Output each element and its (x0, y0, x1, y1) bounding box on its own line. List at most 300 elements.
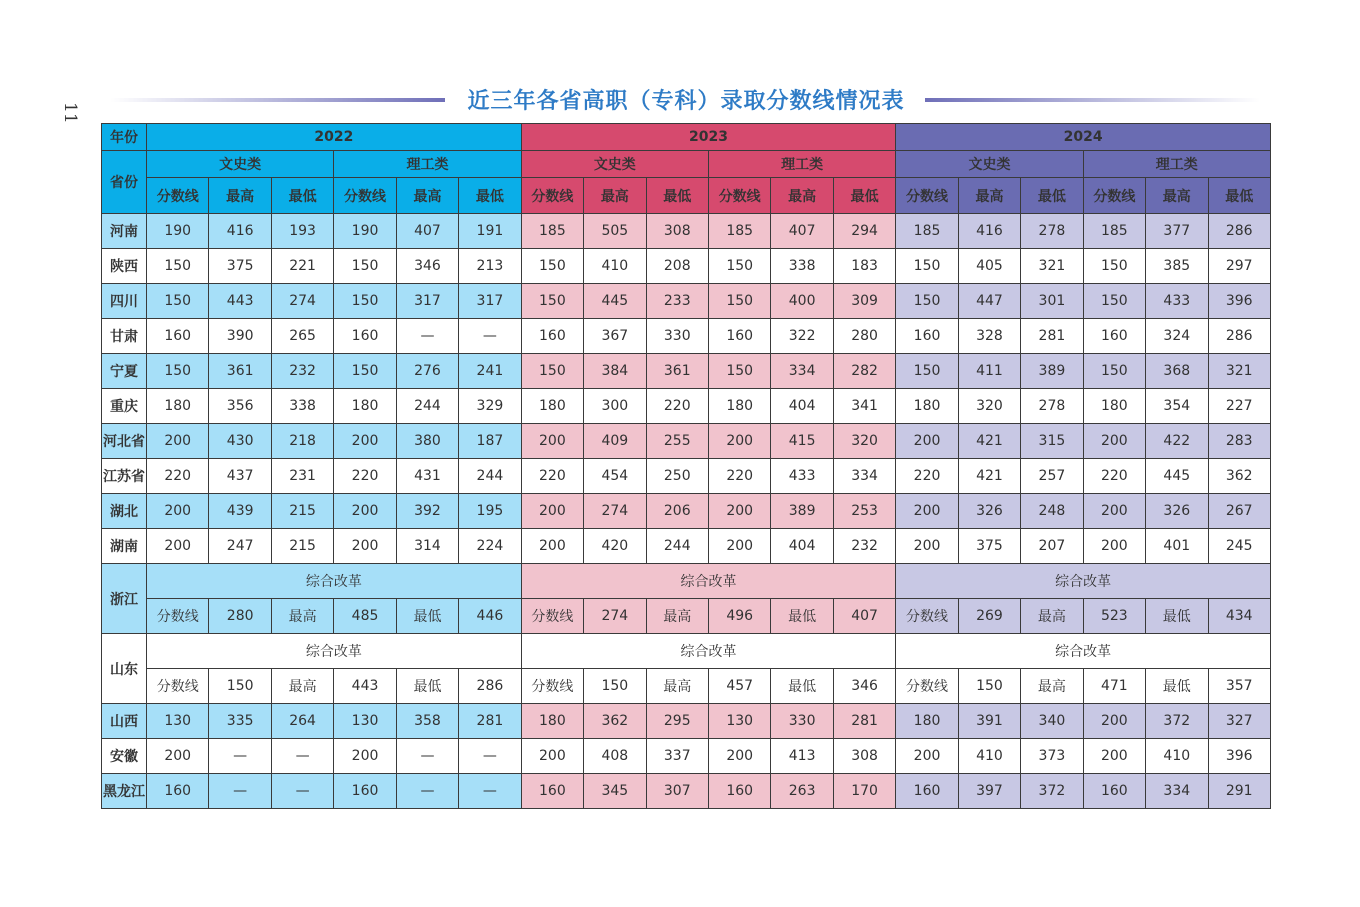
score-cell: 329 (459, 389, 521, 424)
reform-label-row (102, 564, 1271, 599)
score-cell: 200 (896, 424, 958, 459)
score-cell: 354 (1146, 389, 1208, 424)
province-cell: 山东 (102, 634, 147, 704)
score-cell: 200 (1083, 529, 1145, 564)
page-number: 11 (60, 102, 80, 124)
reform-metric-label: 最高 (1021, 599, 1083, 634)
score-cell: 150 (521, 354, 583, 389)
score-cell: 224 (459, 529, 521, 564)
metric-header: 分数线 (147, 178, 209, 214)
score-cell: 244 (646, 529, 708, 564)
table-row (102, 494, 1271, 529)
score-cell: 250 (646, 459, 708, 494)
score-cell: 326 (1146, 494, 1208, 529)
score-cell: 220 (334, 459, 396, 494)
score-cell: 326 (958, 494, 1020, 529)
title-line-right (925, 98, 1260, 102)
score-cell: 454 (584, 459, 646, 494)
score-cell: 200 (521, 529, 583, 564)
reform-metric-label: 最高 (271, 599, 333, 634)
score-cell: 274 (271, 284, 333, 319)
score-cell: 185 (521, 214, 583, 249)
score-cell: 220 (147, 459, 209, 494)
reform-label-cell: 综合改革 (147, 634, 522, 669)
score-cell: 160 (1083, 319, 1145, 354)
reform-metric-label: 最低 (396, 669, 458, 704)
score-cell: 232 (833, 529, 895, 564)
score-cell: 278 (1021, 389, 1083, 424)
score-cell: 421 (958, 424, 1020, 459)
score-cell: 433 (1146, 284, 1208, 319)
score-cell: 337 (646, 739, 708, 774)
score-cell: 445 (1146, 459, 1208, 494)
score-cell: 160 (896, 319, 958, 354)
score-cell: 356 (209, 389, 271, 424)
score-cell: 405 (958, 249, 1020, 284)
score-cell: 200 (334, 529, 396, 564)
score-cell: 389 (771, 494, 833, 529)
score-cell: 392 (396, 494, 458, 529)
score-cell: 380 (396, 424, 458, 459)
score-cell: 294 (833, 214, 895, 249)
score-cell: 150 (147, 354, 209, 389)
score-cell: 180 (896, 389, 958, 424)
reform-metric-label: 最低 (771, 599, 833, 634)
province-cell: 四川 (102, 284, 147, 319)
province-cell: 浙江 (102, 564, 147, 634)
score-cell: 200 (708, 494, 770, 529)
score-cell: 368 (1146, 354, 1208, 389)
score-cell: 334 (833, 459, 895, 494)
score-cell: 160 (708, 774, 770, 809)
score-cell: 200 (334, 739, 396, 774)
score-cell: 457 (708, 669, 770, 704)
score-cell: 322 (771, 319, 833, 354)
score-cell: 390 (209, 319, 271, 354)
score-cell: 422 (1146, 424, 1208, 459)
score-cell: 335 (209, 704, 271, 739)
province-cell: 湖北 (102, 494, 147, 529)
score-cell: 346 (833, 669, 895, 704)
score-cell: 244 (459, 459, 521, 494)
score-cell: 187 (459, 424, 521, 459)
score-cell: 317 (459, 284, 521, 319)
score-cell: 180 (708, 389, 770, 424)
score-cell: 330 (771, 704, 833, 739)
metric-header: 分数线 (1083, 178, 1145, 214)
score-cell: — (209, 739, 271, 774)
metric-header: 最低 (271, 178, 333, 214)
score-cell: 375 (958, 529, 1020, 564)
metric-header: 最高 (1146, 178, 1208, 214)
reform-label-row (102, 634, 1271, 669)
score-cell: 384 (584, 354, 646, 389)
score-cell: 185 (708, 214, 770, 249)
score-cell: 308 (833, 739, 895, 774)
score-cell: 340 (1021, 704, 1083, 739)
table-row (102, 529, 1271, 564)
score-cell: 208 (646, 249, 708, 284)
score-cell: 180 (147, 389, 209, 424)
score-cell: 282 (833, 354, 895, 389)
metric-header: 分数线 (896, 178, 958, 214)
score-cell: 317 (396, 284, 458, 319)
score-cell: 385 (1146, 249, 1208, 284)
score-cell: 281 (1021, 319, 1083, 354)
track-header: 文史类 (147, 151, 334, 178)
metric-header: 分数线 (521, 178, 583, 214)
score-cell: 334 (771, 354, 833, 389)
table-row (102, 319, 1271, 354)
score-cell: 345 (584, 774, 646, 809)
score-cell: 411 (958, 354, 1020, 389)
score-cell: 160 (334, 774, 396, 809)
table-row (102, 249, 1271, 284)
track-header: 理工类 (708, 151, 895, 178)
score-cell: 300 (584, 389, 646, 424)
score-cell: 220 (646, 389, 708, 424)
metric-header: 最低 (1208, 178, 1270, 214)
reform-metric-label: 分数线 (147, 669, 209, 704)
province-cell: 陕西 (102, 249, 147, 284)
score-cell: 206 (646, 494, 708, 529)
reform-metric-label: 最低 (1146, 599, 1208, 634)
score-cell: 248 (1021, 494, 1083, 529)
title-line-left (110, 98, 445, 102)
score-cell: 278 (1021, 214, 1083, 249)
score-cell: 415 (771, 424, 833, 459)
score-cell: 334 (1146, 774, 1208, 809)
score-cell: 200 (896, 494, 958, 529)
score-cell: 264 (271, 704, 333, 739)
score-cell: 220 (896, 459, 958, 494)
score-cell: 373 (1021, 739, 1083, 774)
score-cell: 471 (1083, 669, 1145, 704)
score-cell: 150 (334, 354, 396, 389)
score-cell: 389 (1021, 354, 1083, 389)
score-cell: — (271, 774, 333, 809)
score-cell: 160 (708, 319, 770, 354)
score-cell: 420 (584, 529, 646, 564)
score-cell: 200 (521, 494, 583, 529)
score-cell: 391 (958, 704, 1020, 739)
score-cell: 150 (708, 249, 770, 284)
score-cell: 150 (708, 354, 770, 389)
reform-metric-label: 最低 (771, 669, 833, 704)
score-cell: 377 (1146, 214, 1208, 249)
province-cell: 甘肃 (102, 319, 147, 354)
table-row (102, 354, 1271, 389)
score-cell: 200 (1083, 739, 1145, 774)
score-cell: 396 (1208, 284, 1270, 319)
score-cell: 338 (271, 389, 333, 424)
metric-header: 最低 (833, 178, 895, 214)
track-header: 文史类 (521, 151, 708, 178)
score-cell: 150 (896, 354, 958, 389)
reform-metric-label: 分数线 (521, 599, 583, 634)
reform-metric-label: 最高 (646, 599, 708, 634)
corner-year-cell: 年份 (102, 124, 147, 151)
province-cell: 重庆 (102, 389, 147, 424)
score-cell: 232 (271, 354, 333, 389)
score-cell: 407 (771, 214, 833, 249)
table-row (102, 389, 1271, 424)
score-cell: 170 (833, 774, 895, 809)
score-cell: 180 (521, 389, 583, 424)
score-cell: 263 (771, 774, 833, 809)
metric-header: 最低 (459, 178, 521, 214)
score-cell: — (396, 319, 458, 354)
score-cell: 434 (1208, 599, 1270, 634)
reform-metric-label: 分数线 (896, 599, 958, 634)
score-cell: 267 (1208, 494, 1270, 529)
score-cell: 396 (1208, 739, 1270, 774)
table-row (102, 704, 1271, 739)
metric-header: 最高 (771, 178, 833, 214)
score-cell: 180 (521, 704, 583, 739)
score-cell: 150 (521, 249, 583, 284)
score-cell: 130 (708, 704, 770, 739)
score-cell: 400 (771, 284, 833, 319)
score-cell: 291 (1208, 774, 1270, 809)
score-cell: 150 (334, 249, 396, 284)
score-cell: 320 (833, 424, 895, 459)
reform-values-row (102, 669, 1271, 704)
score-cell: 160 (521, 774, 583, 809)
page-title: 近三年各省高职（专科）录取分数线情况表 (467, 89, 905, 114)
score-cell: 315 (1021, 424, 1083, 459)
score-cell: 410 (1146, 739, 1208, 774)
score-cell: 372 (1146, 704, 1208, 739)
score-cell: 200 (1083, 424, 1145, 459)
score-cell: 320 (958, 389, 1020, 424)
score-cell: 439 (209, 494, 271, 529)
reform-metric-label: 分数线 (896, 669, 958, 704)
score-cell: 130 (147, 704, 209, 739)
score-cell: 496 (708, 599, 770, 634)
score-cell: 362 (1208, 459, 1270, 494)
score-cell: 207 (1021, 529, 1083, 564)
score-cell: 255 (646, 424, 708, 459)
score-cell: 321 (1208, 354, 1270, 389)
metric-header: 最高 (209, 178, 271, 214)
reform-label-cell: 综合改革 (521, 634, 896, 669)
score-cell: 409 (584, 424, 646, 459)
score-cell: — (396, 774, 458, 809)
year-header-2023: 2023 (521, 124, 896, 151)
score-cell: 227 (1208, 389, 1270, 424)
score-cell: 221 (271, 249, 333, 284)
score-cell: 200 (147, 739, 209, 774)
table-row (102, 774, 1271, 809)
score-cell: 281 (459, 704, 521, 739)
reform-metric-label: 最低 (396, 599, 458, 634)
score-cell: 413 (771, 739, 833, 774)
score-cell: 195 (459, 494, 521, 529)
reform-metric-label: 最高 (271, 669, 333, 704)
score-cell: 200 (521, 739, 583, 774)
score-cell: 200 (147, 529, 209, 564)
score-cell: 150 (708, 284, 770, 319)
header-row-years (102, 124, 1271, 151)
score-cell: 401 (1146, 529, 1208, 564)
score-cell: 200 (147, 494, 209, 529)
score-cell: 150 (1083, 249, 1145, 284)
score-cell: 200 (708, 424, 770, 459)
metric-header: 分数线 (334, 178, 396, 214)
score-cell: 341 (833, 389, 895, 424)
score-cell: 193 (271, 214, 333, 249)
province-cell: 河南 (102, 214, 147, 249)
score-cell: 180 (334, 389, 396, 424)
score-cell: 297 (1208, 249, 1270, 284)
score-cell: 265 (271, 319, 333, 354)
reform-label-cell: 综合改革 (896, 634, 1271, 669)
table-row (102, 424, 1271, 459)
score-cell: 361 (209, 354, 271, 389)
score-cell: 150 (1083, 284, 1145, 319)
score-cell: 160 (334, 319, 396, 354)
score-cell: 308 (646, 214, 708, 249)
score-cell: — (396, 739, 458, 774)
metric-header: 最高 (396, 178, 458, 214)
province-cell: 宁夏 (102, 354, 147, 389)
reform-values-row (102, 599, 1271, 634)
reform-label-cell: 综合改革 (147, 564, 522, 599)
score-cell: 220 (1083, 459, 1145, 494)
score-cell: 324 (1146, 319, 1208, 354)
score-cell: 346 (396, 249, 458, 284)
score-cell: 485 (334, 599, 396, 634)
score-cell: 150 (147, 284, 209, 319)
score-cell: 200 (1083, 704, 1145, 739)
score-cell: 276 (396, 354, 458, 389)
score-cell: 286 (1208, 214, 1270, 249)
score-cell: 220 (521, 459, 583, 494)
score-cell: 191 (459, 214, 521, 249)
score-cell: 245 (1208, 529, 1270, 564)
province-cell: 山西 (102, 704, 147, 739)
score-cell: 244 (396, 389, 458, 424)
score-cell: 407 (396, 214, 458, 249)
score-cell: 283 (1208, 424, 1270, 459)
score-cell: 233 (646, 284, 708, 319)
score-cell: 150 (1083, 354, 1145, 389)
score-cell: 150 (521, 284, 583, 319)
score-cell: 367 (584, 319, 646, 354)
score-cell: 421 (958, 459, 1020, 494)
reform-label-cell: 综合改革 (896, 564, 1271, 599)
score-cell: 410 (958, 739, 1020, 774)
score-cell: 220 (708, 459, 770, 494)
table-row (102, 284, 1271, 319)
reform-metric-label: 最低 (1146, 669, 1208, 704)
score-cell: 160 (896, 774, 958, 809)
score-cell: 274 (584, 599, 646, 634)
reform-metric-label: 分数线 (147, 599, 209, 634)
score-cell: 408 (584, 739, 646, 774)
score-cell: 307 (646, 774, 708, 809)
score-cell: 200 (708, 739, 770, 774)
score-cell: — (459, 319, 521, 354)
score-cell: 280 (209, 599, 271, 634)
score-cell: — (209, 774, 271, 809)
score-cell: 213 (459, 249, 521, 284)
score-cell: 286 (459, 669, 521, 704)
score-cell: 185 (896, 214, 958, 249)
score-cell: 241 (459, 354, 521, 389)
reform-label-cell: 综合改革 (521, 564, 896, 599)
corner-province-cell: 省份 (102, 151, 147, 214)
table-row (102, 214, 1271, 249)
metric-header: 最低 (1021, 178, 1083, 214)
score-cell: 437 (209, 459, 271, 494)
score-cell: 446 (459, 599, 521, 634)
reform-metric-label: 分数线 (521, 669, 583, 704)
score-cell: 309 (833, 284, 895, 319)
score-cell: 362 (584, 704, 646, 739)
score-cell: 407 (833, 599, 895, 634)
score-cell: 321 (1021, 249, 1083, 284)
score-cell: 280 (833, 319, 895, 354)
score-cell: 185 (1083, 214, 1145, 249)
score-cell: 372 (1021, 774, 1083, 809)
score-cell: — (459, 739, 521, 774)
score-cell: 215 (271, 529, 333, 564)
metric-header: 分数线 (708, 178, 770, 214)
year-header-2024: 2024 (896, 124, 1271, 151)
score-cell: 443 (334, 669, 396, 704)
reform-metric-label: 最高 (1021, 669, 1083, 704)
score-cell: 505 (584, 214, 646, 249)
score-cell: 431 (396, 459, 458, 494)
score-cell: 200 (896, 529, 958, 564)
score-cell: 150 (958, 669, 1020, 704)
score-cell: 330 (646, 319, 708, 354)
score-cell: 200 (896, 739, 958, 774)
score-cell: 523 (1083, 599, 1145, 634)
score-cell: 433 (771, 459, 833, 494)
score-cell: 416 (209, 214, 271, 249)
province-cell: 江苏省 (102, 459, 147, 494)
metric-header: 最高 (958, 178, 1020, 214)
province-cell: 湖南 (102, 529, 147, 564)
score-cell: 443 (209, 284, 271, 319)
score-cell: 327 (1208, 704, 1270, 739)
track-header: 理工类 (334, 151, 521, 178)
score-cell: 404 (771, 389, 833, 424)
score-cell: 150 (147, 249, 209, 284)
score-cell: 200 (334, 424, 396, 459)
score-cell: 200 (334, 494, 396, 529)
score-cell: 301 (1021, 284, 1083, 319)
track-header: 理工类 (1083, 151, 1270, 178)
track-header: 文史类 (896, 151, 1083, 178)
score-cell: 397 (958, 774, 1020, 809)
score-cell: 269 (958, 599, 1020, 634)
score-cell: 200 (1083, 494, 1145, 529)
table-row (102, 459, 1271, 494)
score-cell: 253 (833, 494, 895, 529)
score-cell: 274 (584, 494, 646, 529)
reform-metric-label: 最高 (646, 669, 708, 704)
province-cell: 安徽 (102, 739, 147, 774)
score-cell: 295 (646, 704, 708, 739)
score-cell: 357 (1208, 669, 1270, 704)
score-cell: 314 (396, 529, 458, 564)
score-cell: 375 (209, 249, 271, 284)
score-cell: 328 (958, 319, 1020, 354)
